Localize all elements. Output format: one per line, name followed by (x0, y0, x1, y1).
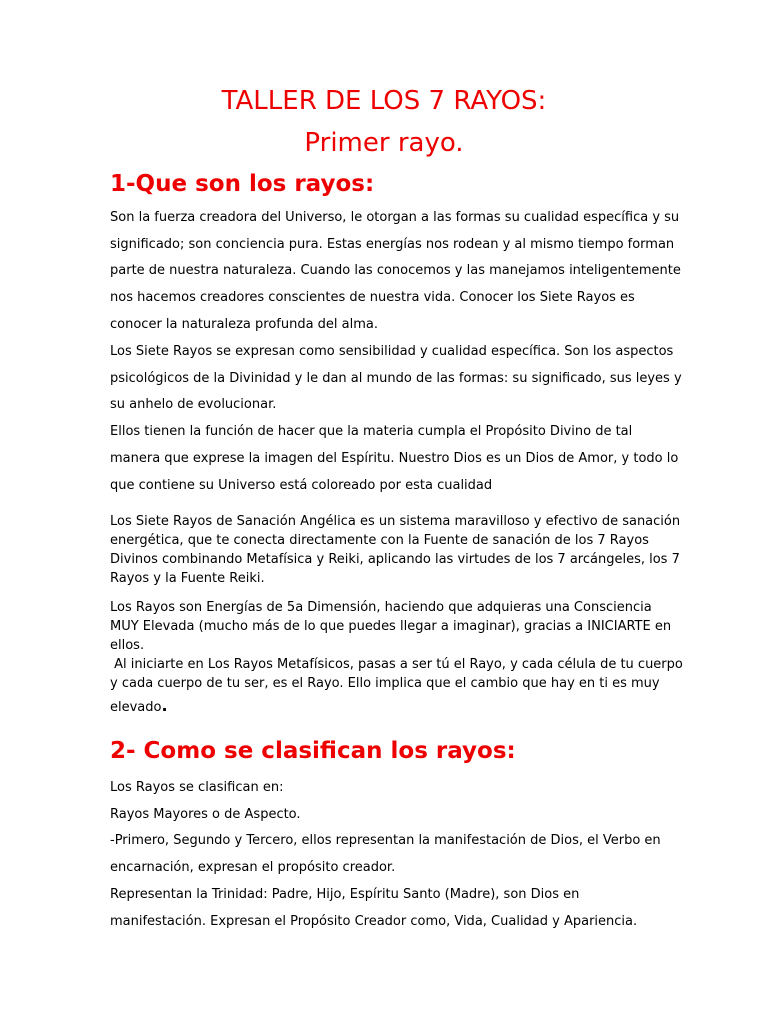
section1-line: que contiene su Universo está coloreado por esta cualidad (110, 478, 493, 493)
section2-line: manifestación. Expresan el Propósito Creador como, Vida, Cualidad y Apariencia. (110, 914, 638, 929)
section2-line: encarnación, expresan el propósito creador. (110, 860, 396, 875)
section2-line: Rayos Mayores o de Aspecto. (110, 807, 301, 822)
section1-para2-line: Divinos combinando Metafísica y Reiki, aplicando las virtudes de los 7 arcángeles, los 7 (110, 552, 680, 567)
section1-line: Son la fuerza creadora del Universo, le otorgan a las formas su cualidad específica y su (110, 210, 680, 225)
section1-line: Ellos tienen la función de hacer que la materia cumpla el Propósito Divino de tal (110, 424, 633, 439)
section1-line: conocer la naturaleza profunda del alma. (110, 317, 379, 332)
section1-line: Los Siete Rayos se expresan como sensibilidad y cualidad específica. Son los aspectos (110, 344, 674, 359)
section1-para3-line: Los Rayos son Energías de 5a Dimensión, haciendo que adquieras una Consciencia (110, 600, 652, 615)
document-subtitle: Primer rayo. (304, 128, 464, 158)
section1-line: significado; son conciencia pura. Estas energías nos rodean y al mismo tiempo forman (110, 237, 675, 252)
section1-line: nos hacemos creadores conscientes de nuestra vida. Conocer los Siete Rayos es (110, 290, 635, 305)
section1-line: psicológicos de la Divinidad y le dan al mundo de las formas: su significado, sus leyes y (110, 371, 682, 386)
period-mark: . (161, 696, 168, 715)
section1-para3-line: Al iniciarte en Los Rayos Metafísicos, pasas a ser tú el Rayo, y cada célula de tu cuerpo (110, 657, 683, 672)
section2-line: -Primero, Segundo y Tercero, ellos representan la manifestación de Dios, el Verbo en (110, 833, 661, 848)
section2-heading: 2- Como se clasifican los rayos: (110, 738, 516, 764)
section1-para3-line: y cada cuerpo de tu ser, es el Rayo. Ello implica que el cambio que hay en ti es muy (110, 676, 660, 691)
section2-line: Representan la Trinidad: Padre, Hijo, Espíritu Santo (Madre), son Dios en (110, 887, 580, 902)
section2-line: Los Rayos se clasifican en: (110, 780, 284, 795)
section1-para3-last-line (110, 696, 168, 715)
section1-para2-line: Rayos y la Fuente Reiki. (110, 571, 265, 586)
section1-line: su anhelo de evolucionar. (110, 397, 277, 412)
section1-para3-line: elevado (110, 700, 162, 715)
section1-line: parte de nuestra naturaleza. Cuando las conocemos y las manejamos inteligentemente (110, 263, 681, 278)
document-title: TALLER DE LOS 7 RAYOS: (221, 86, 547, 116)
section1-para3-line: MUY Elevada (mucho más de lo que puedes llegar a imaginar), gracias a INICIARTE en (110, 619, 672, 634)
section1-para2-line: Los Siete Rayos de Sanación Angélica es un sistema maravilloso y efectivo de sanación (110, 514, 681, 529)
section1-para2-line: energética, que te conecta directamente con la Fuente de sanación de los 7 Rayos (110, 533, 649, 548)
section1-heading: 1-Que son los rayos: (110, 171, 375, 197)
section1-line: manera que exprese la imagen del Espíritu. Nuestro Dios es un Dios de Amor, y todo lo (110, 451, 679, 466)
section1-para3-line: ellos. (110, 638, 145, 653)
